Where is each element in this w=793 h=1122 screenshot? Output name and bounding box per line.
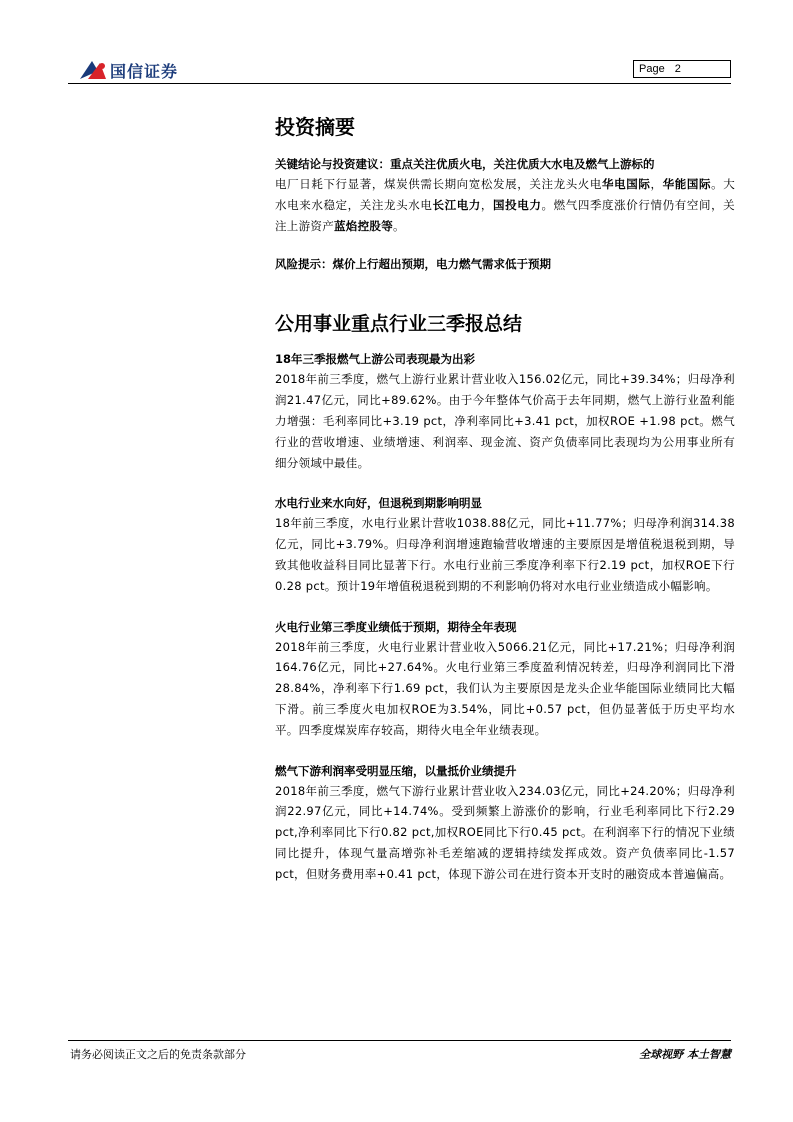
main-content <box>275 112 735 885</box>
page-label: Page <box>639 63 665 75</box>
highlighted-company: 华能国际 <box>662 177 712 191</box>
section-item-heading: 燃气下游利润率受明显压缩，以量抵价业绩提升 <box>275 763 517 778</box>
section-item <box>275 617 735 741</box>
summary-text-segment: 。 <box>393 218 405 233</box>
highlighted-company: 华电国际 <box>602 177 651 191</box>
section-item <box>275 761 735 885</box>
section-item <box>275 493 735 596</box>
highlighted-company: 国投电力 <box>493 197 542 212</box>
header-divider <box>68 83 731 84</box>
summary-text-segment: 电厂日耗下行显著，煤炭供需长期向宽松发展，关注龙头火电 <box>275 177 603 191</box>
page-indicator <box>633 60 731 78</box>
section-item-text: 2018年前三季度，燃气上游行业累计营业收入156.02亿元，同比+39.34%；归母净利润21.47亿元，同比+89.62%。由于今年整体气价高于去年同期，燃气上游行业盈利能力增强：毛利率同比+3.19 pct，净利率同比+3.41 pct，加权ROE +1.98 pct。燃气行业的营收增速、业绩增速、利润率、现金流、资产负债率同比表现均为公用事业所有细分领域中最佳。 <box>275 372 735 470</box>
summary-text-segment: 。燃气四季度涨价行情仍有空间，关注上游资产 <box>275 197 735 233</box>
summary-body <box>275 174 735 236</box>
section-item-text: 2018年前三季度，燃气下游行业累计营业收入234.03亿元，同比+24.20%；归母净利润22.97亿元，同比+14.74%。受到频繁上游涨价的影响，行业毛利率同比下行2.29 pct,净利率同比下行0.82 pct,加权ROE同比下行0.45 pct。在利润率下行的情况下业绩同比提升，体现气量高增弥补毛差缩减的逻辑持续发挥成效。资产负债率同比-1.57 pct，但财务费用率+0.41 pct，体现下游公司在进行资本开支时的融资成本普遍偏高。 <box>275 783 735 881</box>
section-item <box>275 349 735 473</box>
section-item-text: 18年前三季度，水电行业累计营收1038.88亿元，同比+11.77%；归母净利润314.38亿元，同比+3.79%。归母净利润增速跑输营收增速的主要原因是增值税退税到期，导致其他收益科目同比显著下行。水电行业前三季度净利率下行2.19 pct，加权ROE下行0.28 pct。预计19年增值税退税到期的不利影响仍将对水电行业业绩造成小幅影响。 <box>275 516 735 593</box>
summary-title: 投资摘要 <box>275 115 355 139</box>
highlighted-company: 蓝焰控股等 <box>334 218 393 233</box>
section-item-heading: 火电行业第三季度业绩低于预期，期待全年表现 <box>275 619 517 634</box>
disclaimer-note: 请务必阅读正文之后的免责条款部分 <box>70 1048 246 1061</box>
brand-mark-icon <box>78 57 108 83</box>
section-item-text: 2018年前三季度，火电行业累计营业收入5066.21亿元，同比+17.21%；归母净利润164.76亿元，同比+27.64%。火电行业第三季度盈利情况转差，归母净利润同比下滑28.84%，净利率下行1.69 pct，我们认为主要原因是龙头企业华能国际业绩同比大幅下滑。前三季度火电加权ROE为3.54%，同比+0.57 pct，但仍显著低于历史平均水平。四季度煤炭库存较高，期待火电全年业绩表现。 <box>275 639 735 737</box>
page-number: 2 <box>674 63 681 75</box>
section-title: 公用事业重点行业三季报总结 <box>275 313 523 336</box>
summary-text-segment: ， <box>480 197 494 212</box>
summary-lead: 关键结论与投资建议：重点关注优质火电，关注优质大水电及燃气上游标的 <box>275 157 655 171</box>
summary-text-segment: ， <box>650 177 663 191</box>
risk-warning: 风险提示：煤价上行超出预期，电力燃气需求低于预期 <box>275 257 551 272</box>
brand-name: 国信证券 <box>110 61 179 81</box>
brand-logo <box>78 55 178 85</box>
footer-divider <box>68 1040 731 1041</box>
company-slogan: 全球视野 本土智慧 <box>639 1048 731 1061</box>
highlighted-company: 长江电力 <box>432 197 481 212</box>
section-item-heading: 18年三季报燃气上游公司表现最为出彩 <box>275 352 476 367</box>
section-item-heading: 水电行业来水向好，但退税到期影响明显 <box>275 496 482 511</box>
summary-text-segment: 。大水电来水稳定，关注龙头水电 <box>275 177 735 212</box>
